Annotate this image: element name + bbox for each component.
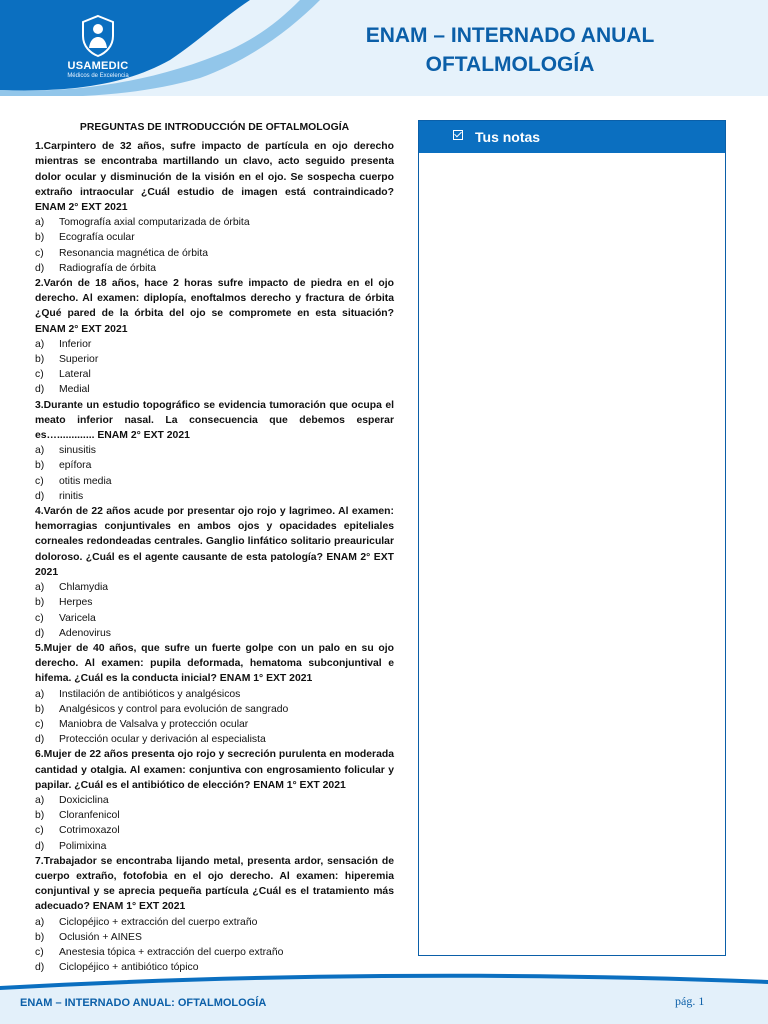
- question-text: 3.Durante un estudio topográfico se evidencia tumoración que ocupa el meato inferior nasal. La consecuencia que debemos esperar es…............. ENAM 2° EXT 2021: [35, 399, 394, 442]
- option-item: [35, 687, 394, 702]
- question-block: [35, 276, 394, 398]
- footer-wave-decoration: [0, 964, 768, 1024]
- option-letter: a): [35, 688, 45, 700]
- option-text: Polimixina: [59, 840, 107, 852]
- option-text: Lateral: [59, 369, 91, 381]
- header-band: [0, 0, 768, 96]
- page-title-line1: ENAM – INTERNADO ANUAL: [365, 24, 655, 47]
- option-item: [35, 930, 394, 945]
- option-letter: b): [35, 597, 45, 609]
- option-text: Protección ocular y derivación al especialista: [59, 734, 266, 746]
- option-item: [35, 611, 394, 626]
- option-item: [35, 443, 394, 458]
- options-list: [35, 580, 394, 641]
- options-list: [35, 215, 394, 276]
- logo-tagline: Médicos de Excelencia: [67, 73, 129, 79]
- option-text: Herpes: [59, 597, 93, 609]
- option-letter: c): [35, 946, 44, 958]
- option-item: [35, 580, 394, 595]
- question-block: [35, 854, 394, 976]
- option-letter: d): [35, 627, 45, 639]
- option-letter: a): [35, 217, 45, 229]
- question-block: [35, 504, 394, 641]
- option-letter: c): [35, 825, 44, 837]
- option-letter: d): [35, 262, 45, 274]
- options-list: [35, 793, 394, 854]
- notes-panel[interactable]: [418, 120, 726, 956]
- option-letter: d): [35, 384, 45, 396]
- option-item: [35, 458, 394, 473]
- question-text: 5.Mujer de 40 años, que sufre un fuerte golpe con un palo en su ojo derecho. Al examen: pupila deformada, hematoma subconjuntival e hifema. ¿Cuál es la conducta inicial? ENAM 1° EXT 2021: [35, 642, 394, 685]
- option-letter: d): [35, 840, 45, 852]
- option-text: Instilación de antibióticos y analgésicos: [59, 688, 241, 700]
- options-list: [35, 443, 394, 504]
- option-item: [35, 945, 394, 960]
- option-item: [35, 337, 394, 352]
- option-letter: b): [35, 460, 45, 472]
- option-text: Resonancia magnética de órbita: [59, 247, 209, 259]
- option-item: [35, 793, 394, 808]
- option-item: [35, 230, 394, 245]
- options-list: [35, 687, 394, 748]
- question-block: [35, 747, 394, 853]
- option-item: [35, 839, 394, 854]
- option-text: Cotrimoxazol: [59, 825, 120, 837]
- question-block: [35, 641, 394, 747]
- page-title-line2: OFTALMOLOGÍA: [425, 53, 595, 76]
- option-letter: c): [35, 475, 44, 487]
- option-letter: a): [35, 445, 45, 457]
- option-letter: c): [35, 247, 44, 259]
- notes-title: Tus notas: [475, 129, 541, 145]
- option-text: otitis media: [59, 475, 112, 487]
- option-text: Oclusión + AINES: [59, 931, 142, 943]
- option-text: Varicela: [59, 612, 96, 624]
- logo-name: USAMEDIC: [67, 60, 129, 72]
- option-letter: d): [35, 962, 45, 974]
- page-number: pág. 1: [675, 994, 705, 1008]
- option-text: Chlamydia: [59, 582, 109, 594]
- option-text: Adenovirus: [59, 627, 111, 639]
- option-item: [35, 474, 394, 489]
- option-text: Ciclopéjico + antibiótico tópico: [59, 962, 199, 974]
- option-letter: d): [35, 734, 45, 746]
- option-item: [35, 915, 394, 930]
- option-letter: a): [35, 916, 45, 928]
- option-letter: b): [35, 354, 45, 366]
- option-item: [35, 717, 394, 732]
- option-item: [35, 246, 394, 261]
- option-item: [35, 215, 394, 230]
- footer-band: [0, 964, 768, 1024]
- option-text: Maniobra de Valsalva y protección ocular: [59, 718, 249, 730]
- usamedic-logo: [58, 14, 138, 82]
- option-item: [35, 732, 394, 747]
- question-block: [35, 139, 394, 276]
- option-text: Anestesia tópica + extracción del cuerpo extraño: [59, 946, 284, 958]
- option-letter: c): [35, 612, 44, 624]
- questions-column: [35, 120, 394, 975]
- option-item: [35, 261, 394, 276]
- option-text: Doxiciclina: [59, 794, 109, 806]
- option-text: sinusitis: [59, 445, 96, 457]
- option-text: Inferior: [59, 338, 92, 350]
- option-text: Analgésicos y control para evolución de sangrado: [59, 703, 289, 715]
- option-letter: b): [35, 703, 45, 715]
- option-item: [35, 808, 394, 823]
- option-letter: b): [35, 931, 45, 943]
- option-letter: a): [35, 338, 45, 350]
- question-text: 2.Varón de 18 años, hace 2 horas sufre impacto de piedra en el ojo derecho. Al examen: diplopía, enoftalmos derecho y fractura de órbita ¿Qué pared de la órbita del ojo se compromete en esta situación? ENAM 2° EXT 2021: [35, 278, 394, 335]
- question-text: 7.Trabajador se encontraba lijando metal, presenta ardor, sensación de cuerpo extraño, fotofobia en el ojo derecho. Al examen: hiperemia conjuntival y se aprecia pequeña partícula ¿Cuál es el tratamiento más adecuado? ENAM 1° EXT 2021: [35, 855, 394, 913]
- question-text: 6.Mujer de 22 años presenta ojo rojo y secreción purulenta en moderada cantidad y otalgia. Al examen: conjuntiva con engrosamiento folicular y papilar. ¿Cuál es el antibiótico de elección? ENAM 1° EXT 2021: [35, 749, 394, 791]
- option-letter: b): [35, 232, 45, 244]
- option-letter: a): [35, 794, 45, 806]
- option-item: [35, 352, 394, 367]
- question-text: 4.Varón de 22 años acude por presentar ojo rojo y lagrimeo. Al examen: hemorragias conjuntivales en ambos ojos y opacidades epiteliales corneales redondeadas centrales. Ganglio linfático solitario preauricular doloroso. ¿Cuál es el agente causante de esta patología? ENAM 2° EXT 2021: [35, 506, 394, 578]
- option-letter: b): [35, 810, 45, 822]
- option-text: Superior: [59, 354, 99, 366]
- question-text: 1.Carpintero de 32 años, sufre impacto de partícula en ojo derecho mientras se encontraba martillando un clavo, acto seguido presenta dolor ocular y disminución de la visión en el ojo. Se sospecha cuerpo extraño intraocular ¿Cuál estudio de imagen está contraindicado? ENAM 2° EXT 2021: [35, 141, 394, 214]
- notes-header: [419, 121, 725, 153]
- option-text: Radiografía de órbita: [59, 262, 157, 274]
- footer-text: ENAM – INTERNADO ANUAL: OFTALMOLOGÍA: [20, 997, 267, 1009]
- option-text: Cloranfenicol: [59, 810, 120, 822]
- option-text: Ecografía ocular: [59, 232, 135, 244]
- option-letter: d): [35, 490, 45, 502]
- option-letter: a): [35, 582, 45, 594]
- options-list: [35, 337, 394, 398]
- section-title: PREGUNTAS DE INTRODUCCIÓN DE OFTALMOLOGÍA: [79, 122, 350, 133]
- option-letter: c): [35, 369, 44, 381]
- option-text: Medial: [59, 384, 90, 396]
- option-item: [35, 823, 394, 838]
- option-text: rinitis: [59, 490, 84, 502]
- question-block: [35, 398, 394, 504]
- option-letter: c): [35, 718, 44, 730]
- option-text: Tomografía axial computarizada de órbita: [59, 217, 250, 229]
- option-text: epífora: [59, 460, 92, 472]
- option-text: Ciclopéjico + extracción del cuerpo extraño: [59, 916, 258, 928]
- option-item: [35, 382, 394, 397]
- option-item: [35, 702, 394, 717]
- option-item: [35, 595, 394, 610]
- option-item: [35, 489, 394, 504]
- option-item: [35, 626, 394, 641]
- doctor-emblem-icon: [80, 14, 116, 58]
- checkbox-icon: [453, 130, 463, 140]
- option-item: [35, 367, 394, 382]
